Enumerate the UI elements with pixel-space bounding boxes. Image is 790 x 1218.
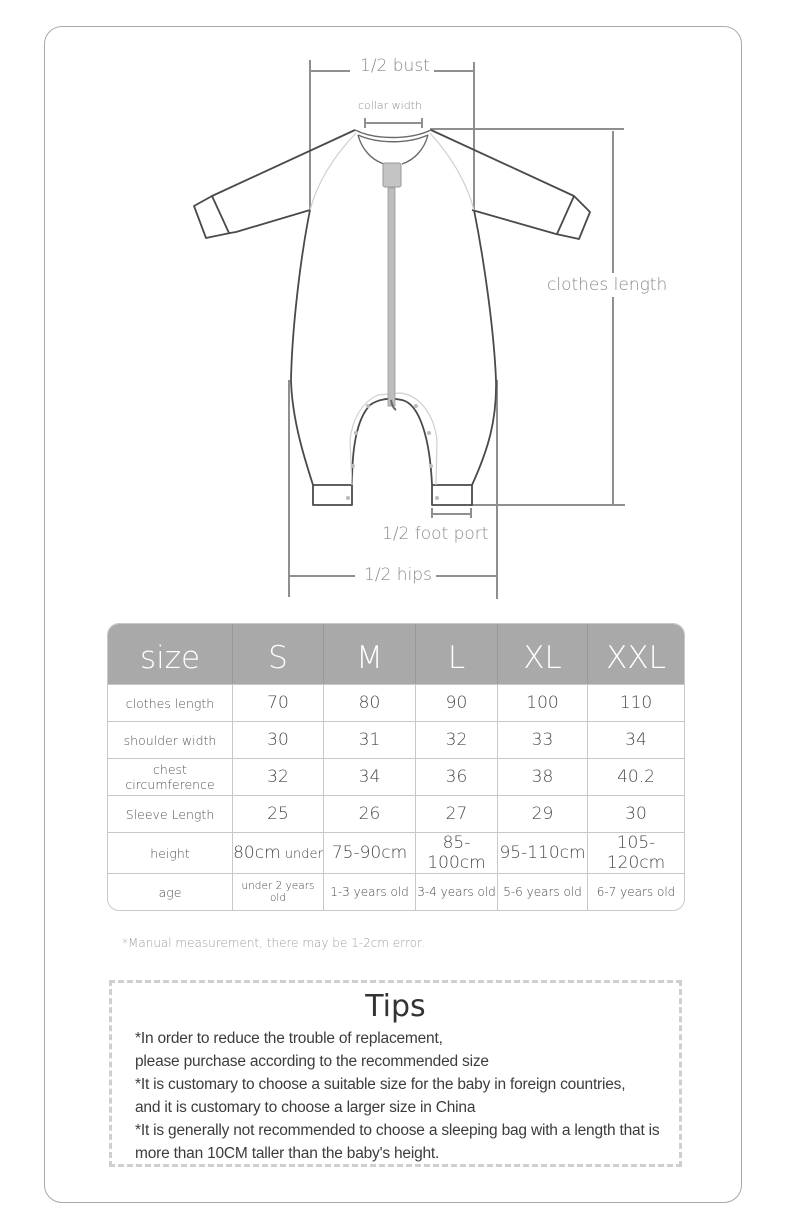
size-chart-table	[107, 623, 685, 911]
table-cell: 34	[324, 758, 416, 795]
table-cell: 31	[324, 721, 416, 758]
table-row	[108, 758, 684, 795]
height-value: 80cm	[233, 843, 281, 863]
tips-line: more than 10CM taller than the baby's height.	[135, 1145, 440, 1162]
table-row	[108, 795, 684, 832]
table-cell: 1-3 years old	[324, 873, 416, 910]
tips-box	[109, 980, 682, 1167]
table-cell: 85-100cm	[416, 832, 498, 873]
header-size: size	[108, 624, 233, 684]
tips-title: Tips	[365, 989, 426, 1024]
table-header-row	[108, 624, 684, 684]
row-label: height	[108, 832, 233, 873]
table-cell: 100	[498, 684, 588, 721]
table-cell: 5-6 years old	[498, 873, 588, 910]
row-label: Sleeve Length	[108, 795, 233, 832]
table-cell	[233, 832, 324, 873]
measurement-lines	[289, 60, 625, 599]
tips-line: please purchase according to the recommended size	[135, 1053, 489, 1070]
table-cell: 110	[588, 684, 684, 721]
half-bust-label: 1/2 bust	[356, 56, 434, 76]
table-row	[108, 832, 684, 873]
table-cell: 95-110cm	[498, 832, 588, 873]
table-cell: 36	[416, 758, 498, 795]
table-cell: under 2 years old	[233, 873, 324, 910]
table-cell: 29	[498, 795, 588, 832]
height-suffix: under	[280, 847, 323, 862]
header-xxl: XXL	[588, 624, 684, 684]
header-l: L	[416, 624, 498, 684]
row-label: chest circumference	[108, 758, 233, 795]
tips-body	[135, 1027, 659, 1165]
header-m: M	[324, 624, 416, 684]
snap-buttons	[346, 404, 439, 500]
table-cell: 40.2	[588, 758, 684, 795]
header-s: S	[233, 624, 324, 684]
tips-line: *It is generally not recommended to choose a sleeping bag with a length that is	[135, 1122, 660, 1139]
collar	[355, 130, 431, 164]
half-hips-label: 1/2 hips	[360, 565, 436, 585]
header-xl: XL	[498, 624, 588, 684]
half-foot-port-label: 1/2 foot port	[382, 524, 489, 544]
table-cell: 80	[324, 684, 416, 721]
collar-width-label: collar width	[358, 99, 422, 112]
table-cell: 34	[588, 721, 684, 758]
tips-line: and it is customary to choose a larger size in China	[135, 1099, 476, 1116]
table-cell: 30	[233, 721, 324, 758]
table-row	[108, 684, 684, 721]
measurement-note: *Manual measurement, there may be 1-2cm error.	[122, 936, 425, 950]
table-cell: 32	[416, 721, 498, 758]
tips-line: *In order to reduce the trouble of replacement,	[135, 1030, 443, 1047]
table-cell: 75-90cm	[324, 832, 416, 873]
table-row	[108, 721, 684, 758]
table-row	[108, 873, 684, 910]
row-label: clothes length	[108, 684, 233, 721]
table-cell: 105-120cm	[588, 832, 684, 873]
table-cell: 70	[233, 684, 324, 721]
table-cell: 27	[416, 795, 498, 832]
row-label: age	[108, 873, 233, 910]
clothes-length-label: clothes length	[547, 275, 668, 295]
table-cell: 6-7 years old	[588, 873, 684, 910]
tips-line: *It is customary to choose a suitable size for the baby in foreign countries,	[135, 1076, 626, 1093]
row-label: shoulder width	[108, 721, 233, 758]
table-cell: 30	[588, 795, 684, 832]
table-cell: 33	[498, 721, 588, 758]
table-cell: 38	[498, 758, 588, 795]
table-cell: 32	[233, 758, 324, 795]
table-cell: 26	[324, 795, 416, 832]
table-cell: 3-4 years old	[416, 873, 498, 910]
table-cell: 25	[233, 795, 324, 832]
table-cell: 90	[416, 684, 498, 721]
zipper	[383, 163, 401, 410]
